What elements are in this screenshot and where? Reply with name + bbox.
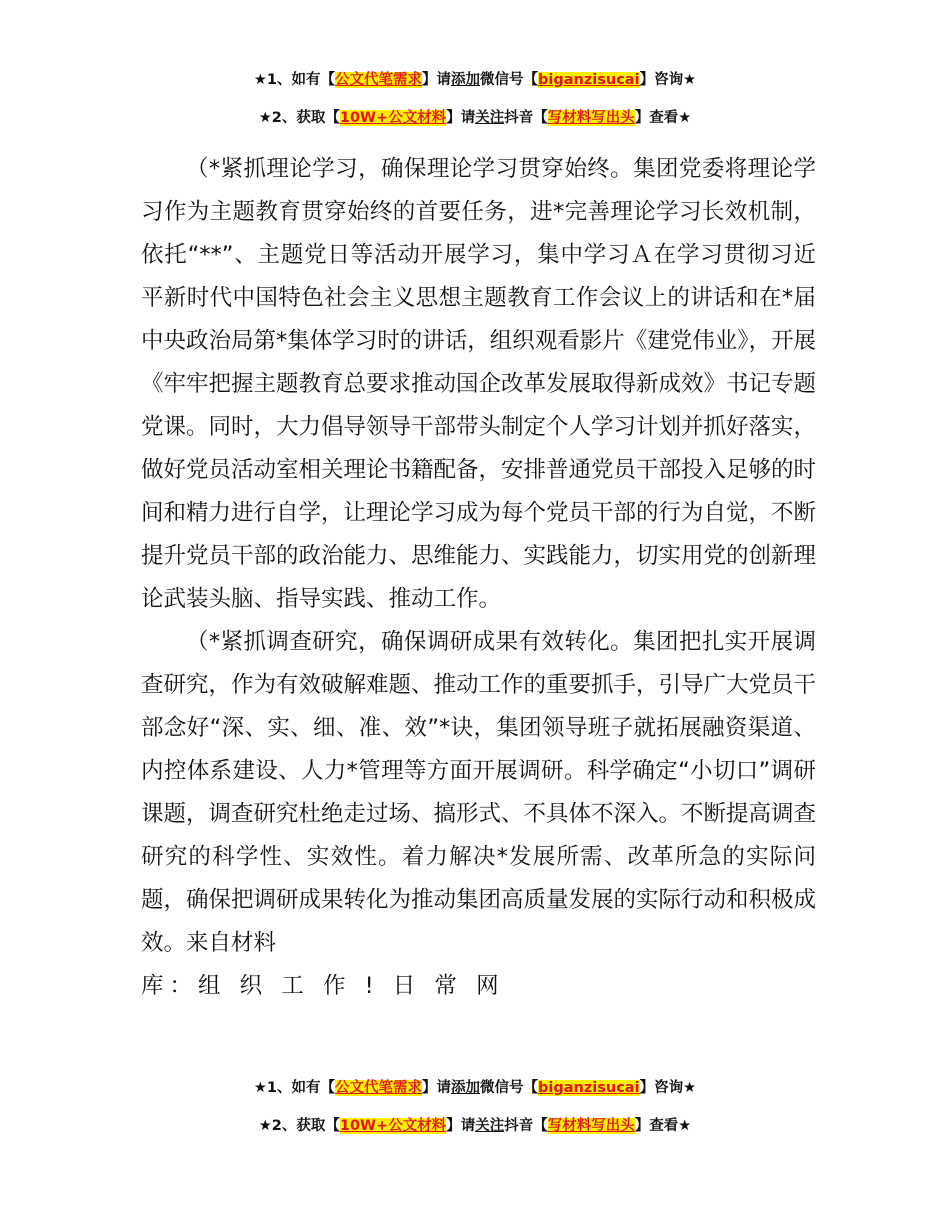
highlight-douyin-account: 写材料写出头 [547, 110, 635, 126]
bottom-banner-line-2: ★2、获取【10W+公文材料】请关注抖音【写材料写出头】查看★ [258, 1118, 692, 1134]
highlight-wechat-id: biganzisucai [538, 1080, 640, 1096]
paragraph-research: （*紧抓调查研究，确保调研成果有效转化。集团把扎实开展调查研究，作为有效破解难题、推动工作的重要抓手，引导广大党员干部念好“深、实、细、准、效”*诀，集团领导班子就拓展融资渠道、内控体系建设、人力*管理等方面开展调研。科学确定“小切口”调研课题，调查研究杜绝走过场、搞形式、不具体不深入。不断提高调查研究的科学性、实效性。着力解决*发展所需、改革所急的实际问题，确保把调研成果转化为推动集团高质量发展的实际行动和积极成效。来自材料 [141, 629, 817, 956]
highlight-wechat-id: biganzisucai [538, 72, 640, 88]
highlight-douyin-account: 写材料写出头 [547, 1118, 635, 1134]
document-body [141, 148, 816, 1008]
paragraph-source-tail: 库：组 织 工 作 ! 日 常 网 [141, 973, 505, 999]
highlight-materials: 10W+公文材料 [339, 1118, 447, 1134]
top-banner-line-2: ★2、获取【10W+公文材料】请关注抖音【写材料写出头】查看★ [258, 110, 692, 126]
highlight-ghostwriting: 公文代笔需求 [335, 72, 423, 88]
highlight-ghostwriting: 公文代笔需求 [335, 1080, 423, 1096]
bottom-banner-line-1: ★1、如有【公文代笔需求】请添加微信号【biganzisucai】咨询★ [253, 1080, 697, 1096]
highlight-materials: 10W+公文材料 [339, 110, 447, 126]
top-banner-line-1: ★1、如有【公文代笔需求】请添加微信号【biganzisucai】咨询★ [253, 72, 697, 88]
paragraph-theory-study: （*紧抓理论学习，确保理论学习贯穿始终。集团党委将理论学习作为主题教育贯穿始终的首要任务，进*完善理论学习长效机制，依托“**”、主题党日等活动开展学习，集中学习Ａ在学习贯彻习近平新时代中国特色社会主义思想主题教育工作会议上的讲话和在*届中央政治局第*集体学习时的讲话，组织观看影片《建党伟业》，开展《牢牢把握主题教育总要求推动国企改革发展取得新成效》书记专题党课。同时，大力倡导领导干部带头制定个人学习计划并抓好落实，做好党员活动室相关理论书籍配备，安排普通党员干部投入足够的时间和精力进行自学，让理论学习成为每个党员干部的行为自觉，不断提升党员干部的政治能力、思维能力、实践能力，切实用党的创新理论武装头脑、指导实践、推动工作。 [141, 156, 817, 612]
